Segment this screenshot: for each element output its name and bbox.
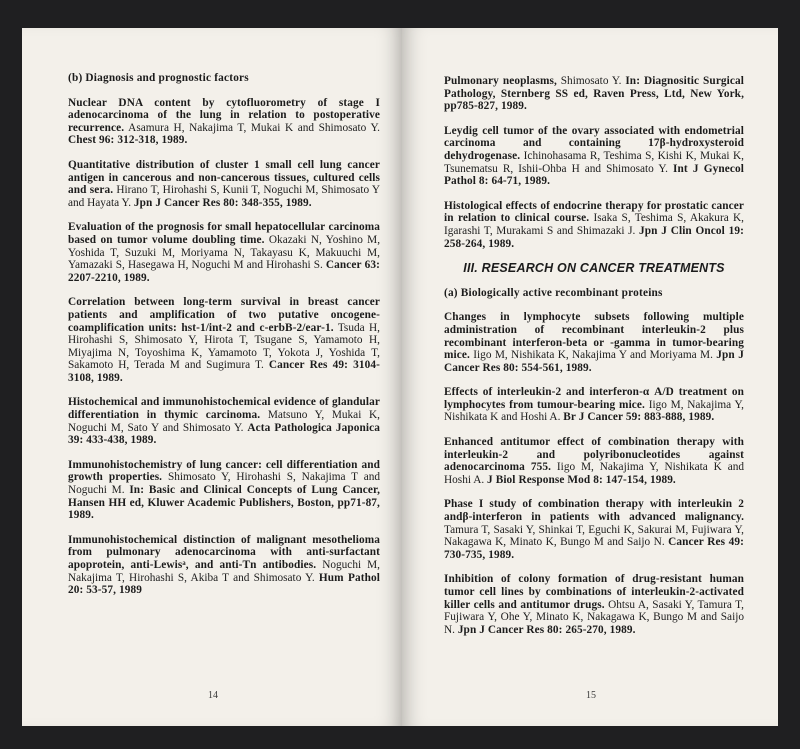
entry-citation: In: Basic and Clinical Concepts of Lung Cancer, Hansen HH ed, Kluwer Academic Publishers, Boston, pp71-87, 1989. [68,484,381,522]
entry-citation: Cancer 63: 2207-2210, 1989. [68,259,380,284]
entry-title: Phase I study of combination therapy with interleukin 2 andβ-interferon in patients with advanced malignancy. [444,498,744,524]
entry-title: Immunohistochemistry of lung cancer: cell differentiation and growth properties. [68,458,380,484]
reference-entry [68,97,380,147]
reference-entry [68,159,380,209]
entry-authors: Ohtsu A, Sasaki Y, Tamura T, Fujiwara Y, Ohe Y, Minato K, Nakagawa K, Bungo M and Saijo N. [444,598,745,636]
entry-title: Effects of interleukin-2 and interferon-α A/D treatment on lymphocytes from tumour-bearing mice. [444,386,744,411]
entry-title: Histological effects of endocrine therapy for prostatic cancer in relation to clinical course. [444,199,744,225]
entry-authors: Ichinohasama R, Teshima S, Kishi K, Mukai K, Tsunematsu R, Ishii-Ohba H and Shimosato Y. [444,149,744,175]
entry-authors: Shimosato Y, Hirohashi S, Nakajima T and Noguchi M. [68,471,380,497]
entry-authors: Iigo M, Nishikata K, Nakajima Y and Moriyama M. [473,349,713,362]
right-page [402,28,778,726]
reference-entry [68,296,380,384]
reference-entry [68,534,380,597]
entry-authors: Matsuno Y, Mukai K, Noguchi M, Sato Y and Shimosato Y. [68,409,380,434]
section-heading: (b) Diagnosis and prognostic factors [68,72,249,84]
entry-citation: Chest 96: 312-318, 1989. [68,134,188,147]
reference-entry [444,498,744,561]
entry-citation: Cancer Res 49: 730-735, 1989. [444,536,745,561]
reference-entry [444,75,744,113]
reference-entry [444,436,744,486]
entry-title: Evaluation of the prognosis for small hepatocellular carcinoma based on tumor volume doubling time. [68,221,380,246]
entry-title: Leydig cell tumor of the ovary associated with endometrial carcinoma and containing 17β-hydroxysteroid dehydrogenase. [444,124,744,162]
left-page [22,28,402,726]
left-column [68,72,380,609]
entry-title: Inhibition of colony formation of drug-resistant human tumor cell lines by combinations of interleukin-2-activated killer cells and antitumor drugs. [444,573,744,611]
entry-authors: Asamura H, Nakajima T, Mukai K and Shimosato Y. [128,121,380,134]
entry-title: Histochemical and immunohistochemical evidence of glandular differentiation in thymic carcinoma. [68,396,380,422]
entry-authors: Tsuda H, Hirohashi S, Shimosato Y, Hirota T, Tsugane S, Yamamoto H, Miyajima N, Toyoshima K, Yamamoto T, Yokota J, Yoshida T, Sakamoto H, Terada M and Sugimura T. [68,321,380,372]
entry-citation: J Biol Response Mod 8: 147-154, 1989. [487,473,676,486]
page-number: 15 [586,690,596,701]
entry-authors: Iigo M, Nakajima Y, Nishikata K and Hoshi A. [444,461,744,486]
entry-authors: Iigo M, Nakajima Y, Nishikata K and Hoshi A. [444,398,745,424]
entry-citation: Cancer Res 49: 3104-3108, 1989. [68,359,380,384]
entry-authors: Noguchi M, Nakajima T, Hirohashi S, Akiba T and Shimosato Y. [68,559,380,584]
entry-title: Nuclear DNA content by cytofluorometry of stage I adenocarcinoma of the lung in relation to postoperative recurrence. [68,96,380,134]
reference-entry [444,125,744,188]
reference-entry [444,200,744,250]
entry-title: Correlation between long-term survival in breast cancer patients and amplification of two putative oncogene-coamplification units: hst-1/int-2 and c-erbB-2/ear-1. [68,296,380,334]
entry-citation: Hum Pathol 20: 53-57, 1989 [68,571,380,597]
page-number: 14 [208,690,218,701]
entry-title: Pulmonary neoplasms, [444,75,557,87]
right-column [444,75,744,648]
reference-entry [68,459,380,522]
entry-citation: In: Diagnositic Surgical Pathology, Sternberg SS ed, Raven Press, Ltd, New York, pp785-827, 1989. [444,75,745,113]
entry-title: Quantitative distribution of cluster 1 small cell lung cancer antigen in cancerous and non-cancerous tissues, cultured cells and sera. [68,158,380,197]
reference-entry [444,573,744,636]
reference-entry [68,396,380,446]
section-title: III. RESEARCH ON CANCER TREATMENTS [463,261,725,276]
entry-citation: Br J Cancer 59: 883-888, 1989. [563,411,715,424]
entry-title: Enhanced antitumor effect of combination therapy with interleukin-2 and polyribonucleotides against adenocarcinoma 755. [444,436,744,474]
entry-citation: Acta Pathologica Japonica 39: 433-438, 1989. [68,421,380,447]
entry-authors: Tamura T, Sasaki Y, Shinkai T, Eguchi K, Sakurai M, Fujiwara Y, Nakagawa K, Minato K, Bungo M and Saijo N. [444,523,744,549]
entry-citation: Int J Gynecol Pathol 8: 64-71, 1989. [444,162,745,188]
entry-citation: Jpn J Clin Oncol 19: 258-264, 1989. [444,224,744,250]
entry-title: Changes in lymphocyte subsets following multiple administration of recombinant interleukin-2 plus recombinant interferon-beta or -gamma in tumor-bearing mice. [444,311,744,362]
entry-citation: Jpn J Cancer Res 80: 554-561, 1989. [444,349,744,374]
reference-entry [444,386,744,424]
entry-authors: Isaka S, Teshima S, Akakura K, Igarashi T, Murakami S and Shimazaki J. [444,212,744,237]
entry-citation: Jpn J Cancer Res 80: 348-355, 1989. [133,196,312,209]
entry-authors: Okazaki N, Yoshino M, Yoshida T, Suzuki M, Moriyama N, Takayasu K, Makuuchi M, Yamazaki S, Hasegawa H, Noguchi M and Hirohashi S. [68,233,381,272]
entry-authors: Shimosato Y. [560,75,622,87]
entry-title: Immunohistochemical distinction of malignant mesothelioma from pulmonary adenocarcinoma with anti-surfactant apoprotein, anti-Lewisᵃ, and anti-Tn antibodies. [68,533,380,571]
entry-citation: Jpn J Cancer Res 80: 265-270, 1989. [457,623,636,636]
reference-entry [444,311,744,374]
subsection-heading: (a) Biologically active recombinant proteins [444,286,663,299]
reference-entry [68,221,380,284]
entry-authors: Hirano T, Hirohashi S, Kunii T, Noguchi M, Shimosato Y and Hayata Y. [68,184,381,209]
